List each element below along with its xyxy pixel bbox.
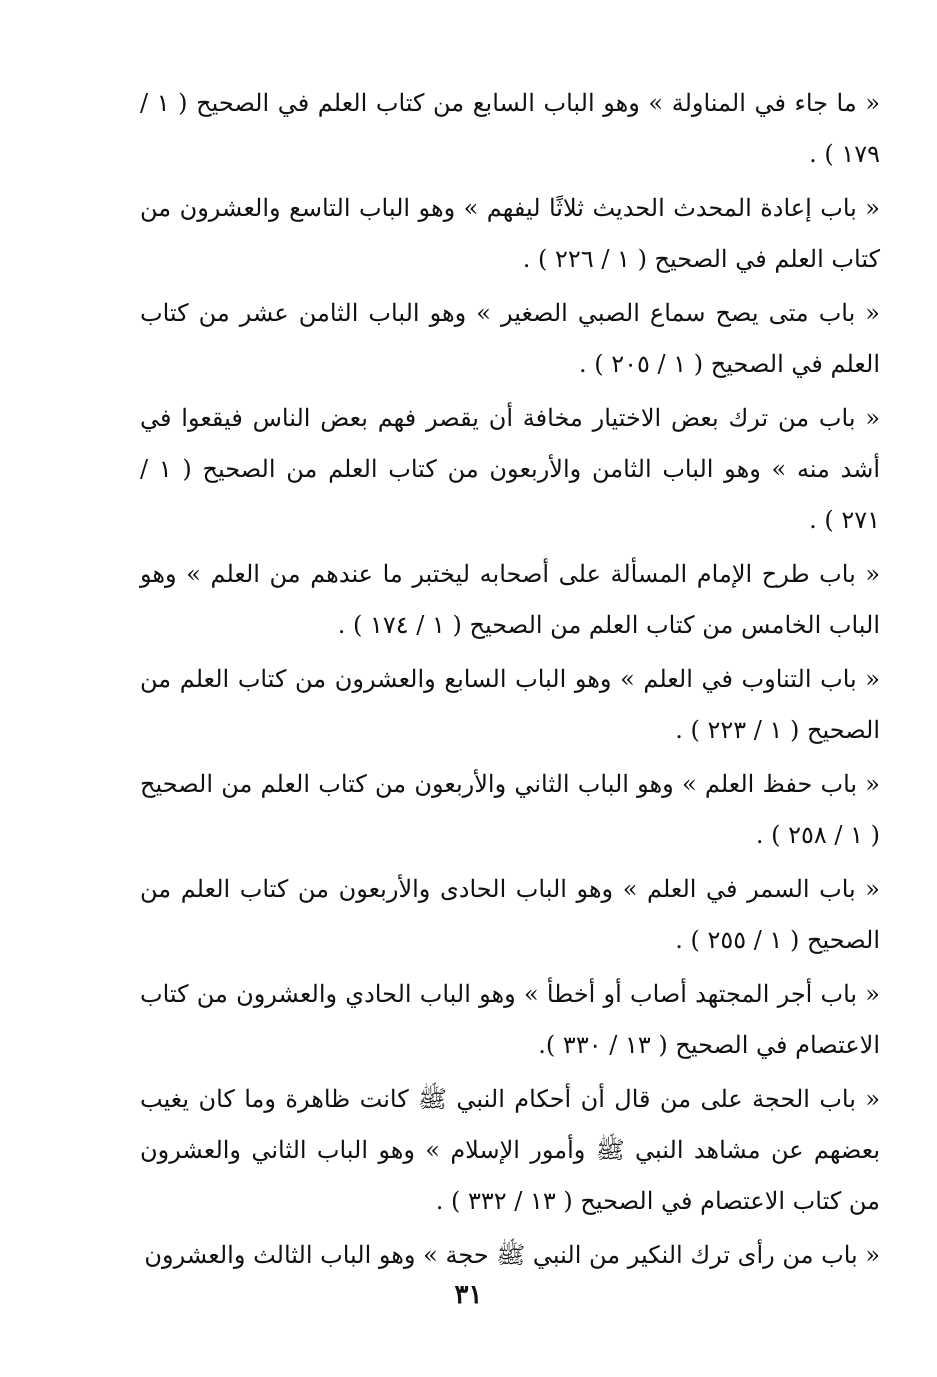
paragraph: « باب من رأى ترك النكير من النبي ﷺ حجة » وهو الباب الثالث والعشرون: [144, 1241, 880, 1269]
paragraph: « ما جاء في المناولة » وهو الباب السابع من كتاب العلم في الصحيح ( ١ / ١٧٩ ) .: [140, 89, 881, 168]
paragraph: « باب من ترك بعض الاختيار مخافة أن يقصر فهم بعض الناس فيقعوا في أشد منه » وهو الباب الثامن والأربعون من كتاب العلم من الصحيح ( ١ / ٢٧١ ) .: [140, 404, 881, 534]
paragraph: « باب إعادة المحدث الحديث ثلاثًا ليفهم » وهو الباب التاسع والعشرون من كتاب العلم في الصحيح ( ١ / ٢٢٦ ) .: [140, 194, 880, 273]
page-number: ٣١: [454, 1280, 483, 1310]
paragraph: « باب حفظ العلم » وهو الباب الثاني والأربعون من كتاب العلم من الصحيح ( ١ / ٢٥٨ ) .: [140, 770, 880, 849]
body-text: [140, 78, 880, 1284]
paragraph: « باب أجر المجتهد أصاب أو أخطأ » وهو الباب الحادي والعشرون من كتاب الاعتصام في الصحيح ( ١٣ / ٣٣٠ ).: [140, 980, 880, 1059]
paragraph: « باب السمر في العلم » وهو الباب الحادى والأربعون من كتاب العلم من الصحيح ( ١ / ٢٥٥ ) .: [140, 875, 880, 954]
paragraph: « باب التناوب في العلم » وهو الباب السابع والعشرون من كتاب العلم من الصحيح ( ١ / ٢٢٣ ) .: [140, 665, 880, 744]
paragraph: « باب متى يصح سماع الصبي الصغير » وهو الباب الثامن عشر من كتاب العلم في الصحيح ( ١ / ٢٠٥ ) .: [140, 299, 880, 378]
paragraph: « باب طرح الإمام المسألة على أصحابه ليختبر ما عندهم من العلم » وهو الباب الخامس من كتاب العلم من الصحيح ( ١ / ١٧٤ ) .: [140, 560, 881, 639]
paragraph: « باب الحجة على من قال أن أحكام النبي ﷺ كانت ظاهرة وما كان يغيب بعضهم عن مشاهد النبي ﷺ وأمور الإسلام » وهو الباب الثاني والعشرون من كتاب الاعتصام في الصحيح ( ١٣ / ٣٣٢ ) .: [140, 1085, 881, 1215]
